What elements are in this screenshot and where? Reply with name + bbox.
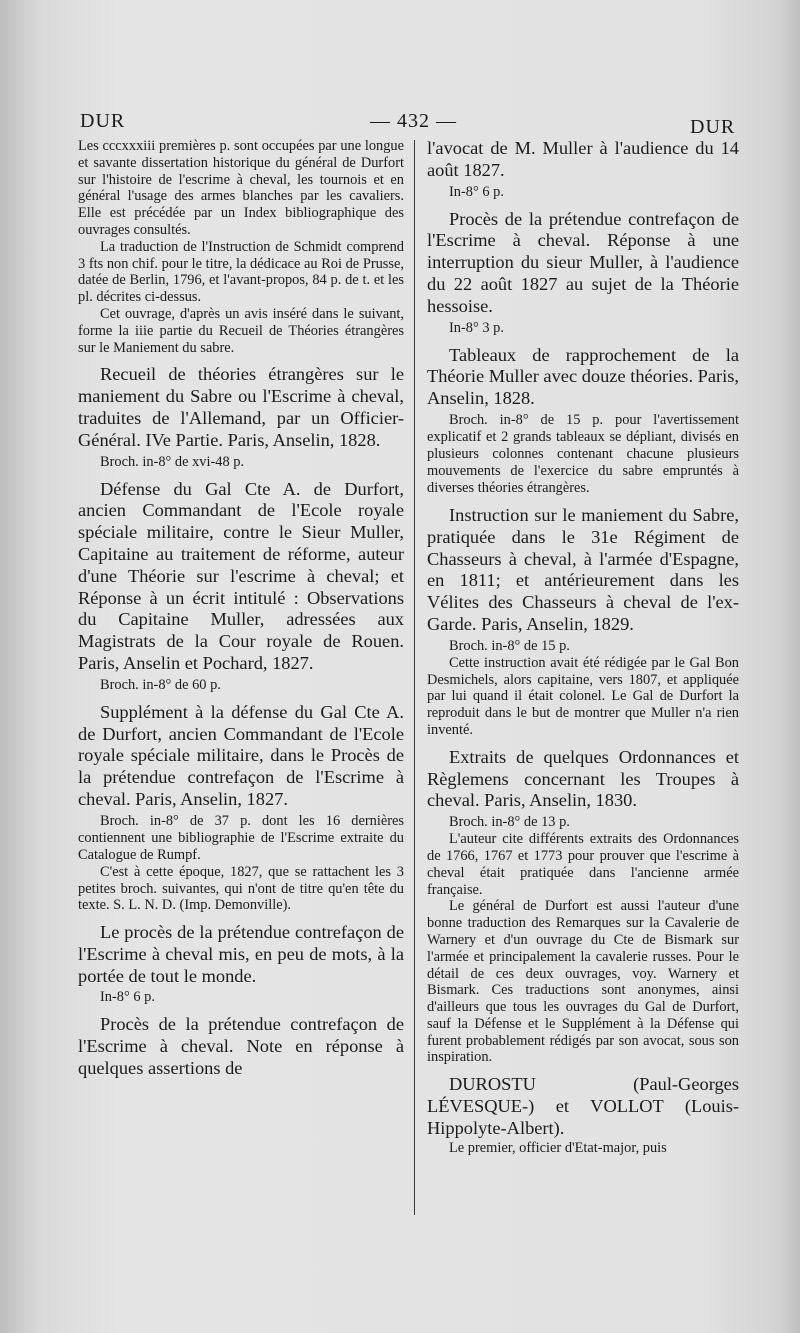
entry-title: Défense du Gal Cte A. de Durfort, ancien Commandant de l'Ecole royale spéciale militaire, contre le Sieur Muller, Capitaine au traitement de réforme, auteur d'une Théorie sur l'escrime à cheval; et Réponse à un écrit intitulé : Observations du Capitaine Muller, adressées aux Magistrats de la Cour royale de Rouen. Paris, Anselin et Pochard, 1827. bbox=[78, 478, 404, 673]
entry-title: Instruction sur le maniement du Sabre, pratiquée dans le 31e Régiment de Chasseurs à cheval, à l'armée d'Espagne, en 1811; et antérieurement dans les Vélites des Chasseurs à cheval de l'ex-Garde. Paris, Anselin, 1829. bbox=[427, 504, 739, 634]
entry-format: Broch. in-8° de xvi-48 p. bbox=[100, 453, 245, 470]
entry-title: Le procès de la prétendue contrefaçon de l'Escrime à cheval mis, en peu de mots, à la portée de tout le monde. bbox=[78, 922, 404, 986]
entry-title: Tableaux de rapprochement de la Théorie Muller avec douze théories. Paris, Anselin, 1828. bbox=[427, 344, 740, 409]
paragraph: L'auteur cite différents extraits des Ordonnances de 1766, 1767 et 1773 pour prouver que l'escrime à cheval était pratiquée dans l'ancienne armée française. bbox=[427, 831, 739, 898]
entry-format: Broch. in-8° de 15 p. bbox=[449, 637, 570, 654]
entry-title: Supplément à la défense du Gal Cte A. de Durfort, ancien Commandant de l'Ecole royale spéciale militaire, dans le Procès de la prétendue contrefaçon de l'Escrime à cheval. Paris, Anselin, 1827. bbox=[78, 701, 404, 809]
paragraph: Le premier, officier d'Etat-major, puis bbox=[449, 1139, 667, 1156]
entry-title: Recueil de théories étrangères sur le maniement du Sabre ou l'Escrime à cheval, traduites de l'Allemand, par un Officier-Général. IVe Partie. Paris, Anselin, 1828. bbox=[78, 364, 404, 450]
entry-title: Procès de la prétendue contrefaçon de l'Escrime à cheval. Note en réponse à quelques assertions de bbox=[78, 1014, 404, 1079]
entry-format: Broch. in-8° de 60 p. bbox=[100, 676, 221, 693]
running-head-left: DUR bbox=[80, 110, 126, 132]
running-head-right: DUR bbox=[690, 116, 736, 138]
entry-title: Extraits de quelques Ordonnances et Règlemens concernant les Troupes à cheval. Paris, Anselin, 1830. bbox=[427, 746, 739, 811]
right-column bbox=[427, 138, 739, 1156]
left-column bbox=[78, 138, 404, 1080]
paragraph: Le général de Durfort est aussi l'auteur d'une bonne traduction des Remarques sur la Cavalerie de Warnery et d'un ouvrage du Cte de Bismark sur l'armée et principalement la cavalerie russes. Pour le détail de ces deux ouvrages, voy. Warnery et Bismark. Ces traductions sont anonymes, ainsi d'ailleurs que tous les ouvrages du Gal de Durfort, sauf la Défense et le Supplément à la Défense qui furent probablement rédigés par son avocat, sous son inspiration. bbox=[427, 898, 739, 1066]
entry-format: Broch. in-8° de 15 p. pour l'avertissement explicatif et 2 grands tableaux se dépliant, divisés en plusieurs colonnes contenant chacune plusieurs mouvements de l'exercice du sabre empruntés à diverses théories étrangères. bbox=[427, 411, 739, 496]
paragraph: Les cccxxxiii premières p. sont occupées par une longue et savante dissertation historique du général de Durfort sur l'histoire de l'escrime à cheval, les tournois et en général l'usage des armes blanches par les cavaliers. Elle est précédée par un Index bibliographique des ouvrages consultés. bbox=[78, 138, 404, 238]
entry-format: In-8° 6 p. bbox=[449, 183, 504, 200]
paragraph: Cette instruction avait été rédigée par le Gal Bon Desmichels, alors capitaine, vers 1807, et appliquée par lui quand il était colonel. Le Gal de Durfort la reproduit dans le but de montrer que Muller n'a rien inventé. bbox=[427, 654, 739, 738]
entry-format: In-8° 3 p. bbox=[449, 319, 504, 336]
entry-format: Broch. in-8° de 13 p. bbox=[449, 814, 570, 831]
entry-format: In-8° 6 p. bbox=[100, 989, 155, 1006]
paragraph: C'est à cette époque, 1827, que se rattachent les 3 petites broch. suivantes, qui n'ont de titre qu'en tête du texte. S. L. N. D. (Imp. Demonville). bbox=[78, 863, 404, 914]
paragraph: Cet ouvrage, d'après un avis inséré dans le suivant, forme la iiie partie du Recueil de Théories étrangères sur le Maniement du sabre. bbox=[78, 305, 404, 356]
entry-format: Broch. in-8° de 37 p. dont les 16 dernières contiennent une bibliographie de l'Escrime extraite du Catalogue de Rumpf. bbox=[78, 812, 404, 863]
author-heading: DUROSTU (Paul-Georges LÉVESQUE-) et VOLLOT (Louis-Hippolyte-Albert). bbox=[427, 1074, 739, 1138]
paragraph: La traduction de l'Instruction de Schmidt comprend 3 fts non chif. pour le titre, la dédicace au Roi de Prusse, datée de Berlin, 1796, et l'avant-propos, 84 p. de t. et les pl. décrites ci-dessus. bbox=[78, 238, 404, 306]
entry-title-continued: l'avocat de M. Muller à l'audience du 14 août 1827. bbox=[427, 138, 739, 180]
entry-title: Procès de la prétendue contrefaçon de l'Escrime à cheval. Réponse à une interruption du sieur Muller, à l'audience du 22 août 1827 au sujet de la Théorie hessoise. bbox=[427, 208, 739, 316]
column-divider bbox=[414, 140, 415, 1215]
page-number: — 432 — bbox=[370, 110, 457, 132]
